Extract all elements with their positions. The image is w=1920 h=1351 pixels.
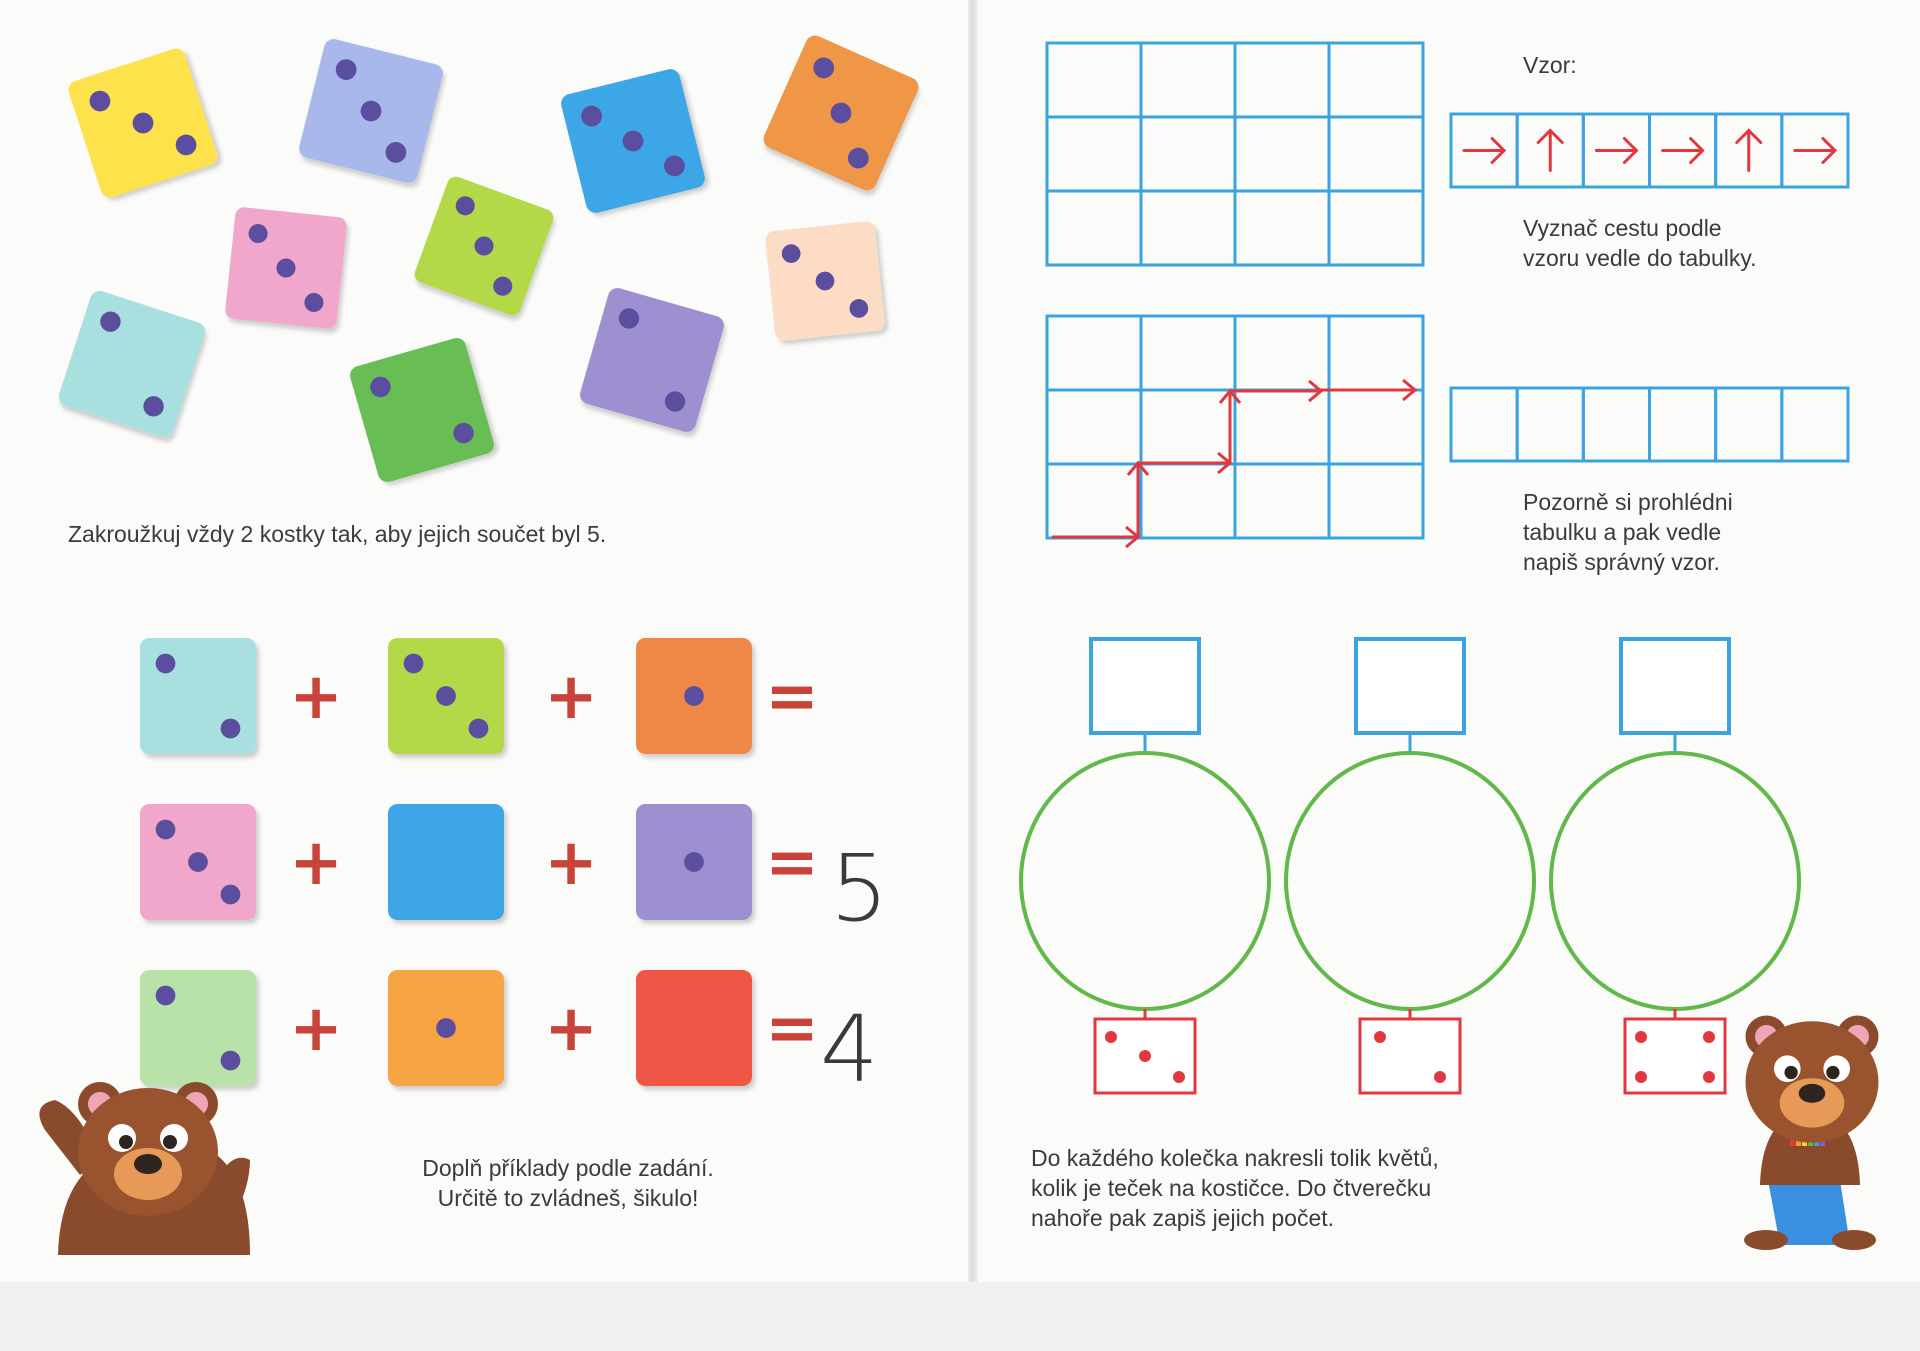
die-face[interactable] (348, 336, 496, 484)
instruction-fill-line-2: Určitě to zvládneš, šikulo! (437, 1185, 699, 1211)
pattern-strip-filled[interactable] (1451, 114, 1848, 187)
path-grid-drawn (1047, 316, 1423, 547)
strip-cell[interactable] (1782, 388, 1848, 461)
die-face (388, 804, 504, 920)
die-pip (684, 686, 704, 706)
red-dot (1173, 1071, 1185, 1083)
observe-instruction-line-3: napiš správný vzor. (1523, 549, 1720, 575)
strip-cell[interactable] (1451, 388, 1517, 461)
dot-die-outline (1360, 1019, 1460, 1093)
bear-foot (1832, 1230, 1876, 1250)
flower-task (1021, 639, 1269, 1093)
red-dot (1139, 1050, 1151, 1062)
grid-cell[interactable] (1141, 117, 1235, 191)
red-dot (1434, 1071, 1446, 1083)
die-pip (156, 820, 176, 840)
scattered-die[interactable] (66, 46, 220, 200)
strip-cell[interactable] (1583, 388, 1649, 461)
equations-group (140, 638, 819, 1086)
strip-cell[interactable] (1517, 388, 1583, 461)
equation-die (636, 804, 752, 920)
grid-cell[interactable] (1047, 316, 1141, 390)
die-pip (436, 686, 456, 706)
arrow-right-icon (1795, 139, 1835, 163)
equation-die (388, 638, 504, 754)
equation-3-result[interactable]: 4 (820, 996, 879, 1103)
equation-die (636, 638, 752, 754)
arrow-right-icon (1663, 139, 1703, 163)
flower-drawing-circle[interactable] (1021, 753, 1269, 1009)
flower-task (1286, 639, 1534, 1093)
grid-cell[interactable] (1141, 191, 1235, 265)
grid-cell[interactable] (1235, 316, 1329, 390)
instruction-fill-equations (368, 1153, 768, 1213)
die-pip (684, 852, 704, 872)
equals-sign: = (765, 660, 819, 734)
grid-cell[interactable] (1141, 43, 1235, 117)
equation-die (388, 804, 504, 920)
path-grid-empty (1047, 43, 1423, 265)
pattern-instruction (1523, 213, 1757, 273)
equals-sign: = (765, 826, 819, 900)
bear-nose (1799, 1084, 1826, 1103)
die-face (140, 970, 256, 1086)
observe-instruction (1523, 487, 1733, 577)
flowers-instruction (1031, 1143, 1439, 1233)
grid-cell[interactable] (1235, 43, 1329, 117)
grid-cell[interactable] (1329, 390, 1423, 464)
die-pip (404, 654, 424, 674)
strip-cell[interactable] (1650, 388, 1716, 461)
red-dot (1635, 1071, 1647, 1083)
bear-pupil (1784, 1066, 1797, 1079)
grid-cell[interactable] (1047, 390, 1141, 464)
strip-cell[interactable] (1716, 388, 1782, 461)
equation-row (140, 638, 819, 754)
plus-sign: + (289, 660, 343, 734)
die-pip (156, 986, 176, 1006)
count-answer-box[interactable] (1356, 639, 1464, 733)
bear-pupil (119, 1135, 133, 1149)
pattern-strip-empty (1451, 388, 1848, 461)
plus-sign: + (289, 826, 343, 900)
scattered-die[interactable] (765, 221, 886, 342)
plus-sign: + (289, 992, 343, 1066)
grid-cell[interactable] (1235, 117, 1329, 191)
scattered-die[interactable] (559, 67, 707, 215)
grid-cell[interactable] (1047, 117, 1141, 191)
scattered-die[interactable] (297, 37, 445, 185)
grid-cell[interactable] (1235, 464, 1329, 538)
dot-die (1625, 1019, 1725, 1093)
grid-cell[interactable] (1329, 464, 1423, 538)
arrow-up-icon (1737, 131, 1761, 171)
pattern-instruction-line-2: vzoru vedle do tabulky. (1523, 245, 1757, 271)
pattern-strip-answer[interactable] (1451, 388, 1848, 461)
observe-instruction-line-1: Pozorně si prohlédni (1523, 489, 1733, 515)
observe-instruction-line-2: tabulku a pak vedle (1523, 519, 1722, 545)
flowers-instruction-line-1: Do každého kolečka nakresli tolik květů, (1031, 1145, 1439, 1171)
grid-cell[interactable] (1329, 117, 1423, 191)
grid-cell[interactable] (1235, 390, 1329, 464)
bear-pupil (1826, 1066, 1839, 1079)
grid-cell[interactable] (1329, 191, 1423, 265)
flower-drawing-circle[interactable] (1286, 753, 1534, 1009)
pattern-label: Vzor: (1523, 52, 1577, 78)
plus-sign: + (544, 660, 598, 734)
bear-holding-crayons-illustration (1744, 1016, 1879, 1251)
scattered-die[interactable] (56, 288, 207, 439)
die-pip (188, 852, 208, 872)
grid-cell[interactable] (1047, 191, 1141, 265)
equation-row (140, 970, 819, 1086)
flower-drawing-circle[interactable] (1551, 753, 1799, 1009)
flower-counting-group (1021, 639, 1799, 1093)
pattern-strip-example (1451, 114, 1848, 187)
bear-pupil (163, 1135, 177, 1149)
equation-die (140, 638, 256, 754)
pattern-instruction-line-1: Vyznač cestu podle (1523, 215, 1722, 241)
die-pip (156, 654, 176, 674)
grid-with-path[interactable] (1047, 316, 1423, 538)
arrow-up-icon (1538, 131, 1562, 171)
die-pip (221, 719, 241, 739)
grid-cell[interactable] (1047, 43, 1141, 117)
scattered-dice-group (56, 32, 921, 484)
bear-foot (1744, 1230, 1788, 1250)
scattered-die[interactable] (578, 286, 726, 434)
equation-die (636, 970, 752, 1086)
grid-empty[interactable] (1047, 43, 1423, 265)
plus-sign: + (544, 826, 598, 900)
instruction-circle-dice: Zakroužkuj vždy 2 kostky tak, aby jejich součet byl 5. (68, 521, 607, 547)
grid-cell[interactable] (1141, 316, 1235, 390)
arrow-right-icon (1464, 139, 1504, 163)
grid-cell[interactable] (1141, 464, 1235, 538)
grid-cell[interactable] (1235, 191, 1329, 265)
die-face[interactable] (56, 288, 207, 439)
instruction-fill-line-1: Doplň příklady podle zadání. (422, 1155, 714, 1181)
count-answer-box[interactable] (1091, 639, 1199, 733)
equation-die (140, 970, 256, 1086)
die-pip (469, 719, 489, 739)
scattered-die[interactable] (760, 32, 921, 193)
dot-die (1360, 1019, 1460, 1093)
plus-sign: + (544, 992, 598, 1066)
bear-waving-illustration (39, 1082, 250, 1255)
flowers-instruction-line-2: kolik je teček na kostičce. Do čtverečku (1031, 1175, 1432, 1201)
count-answer-box[interactable] (1621, 639, 1729, 733)
red-dot (1105, 1031, 1117, 1043)
red-dot (1374, 1031, 1386, 1043)
red-dot (1635, 1031, 1647, 1043)
scattered-die[interactable] (348, 336, 496, 484)
die-face (140, 638, 256, 754)
red-dot (1703, 1031, 1715, 1043)
equation-2-result[interactable]: 5 (830, 835, 889, 942)
scattered-die[interactable] (224, 206, 347, 329)
grid-cell[interactable] (1329, 43, 1423, 117)
equation-die (388, 970, 504, 1086)
scattered-die[interactable] (412, 174, 556, 318)
red-dot (1703, 1071, 1715, 1083)
bear-nose (134, 1154, 162, 1174)
die-face[interactable] (578, 286, 726, 434)
equation-row (140, 804, 819, 920)
equation-die (140, 804, 256, 920)
die-pip (436, 1018, 456, 1038)
arrow-right-icon (1596, 139, 1636, 163)
die-pip (221, 1051, 241, 1071)
grid-cell[interactable] (1329, 316, 1423, 390)
die-pip (221, 885, 241, 905)
die-face (636, 970, 752, 1086)
equals-sign: = (765, 992, 819, 1066)
dot-die (1095, 1019, 1195, 1093)
flowers-instruction-line-3: nahoře pak zapiš jejich počet. (1031, 1205, 1335, 1231)
